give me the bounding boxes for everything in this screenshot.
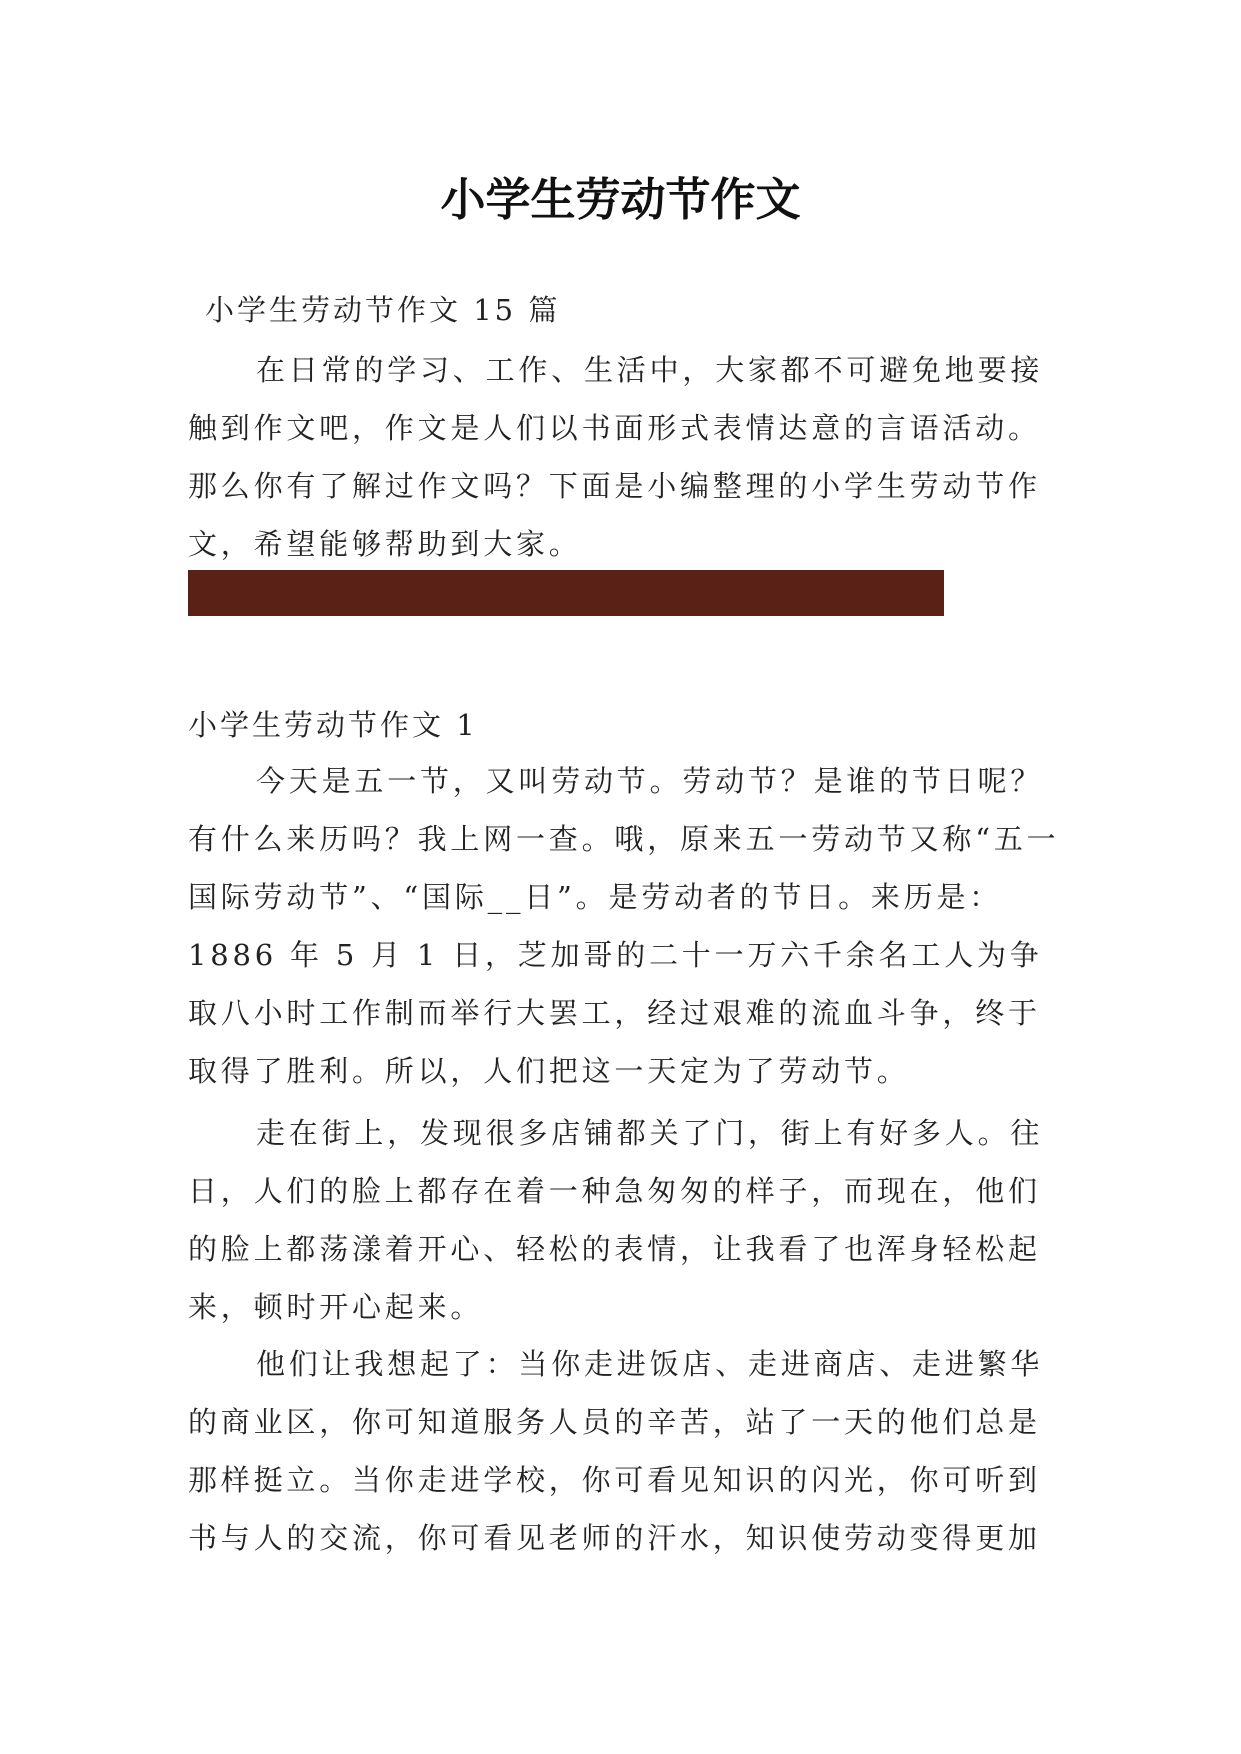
document-subtitle: 小学生劳动节作文 15 篇: [205, 293, 561, 327]
banner-bar: [188, 570, 944, 616]
page-title: 小学生劳动节作文: [440, 173, 801, 227]
intro-paragraph: 在日常的学习、工作、生活中，大家都不可避免地要接触到作文吧，作文是人们以书面形式表情达意的言语活动。那么你有了解过作文吗？下面是小编整理的小学生劳动节作文，希望能够帮助到大家。: [188, 353, 1044, 561]
section-heading: 小学生劳动节作文 1: [188, 708, 478, 742]
body-paragraph: 今天是五一节，又叫劳动节。劳动节？是谁的节日呢？有什么来历吗？我上网一查。哦，原来五一劳动节又称“五一国际劳动节”、“国际__日”。是劳动者的节日。来历是：1886 年 5 月 1 日，芝加哥的二十一万六千余名工人为争取八小时工作制而举行大罢工，经过艰难的流血斗争，终于取得了胜利。所以，人们把这一天定为了劳动节。: [188, 764, 1060, 1088]
body-paragraph: 走在街上，发现很多店铺都关了门，街上有好多人。往日，人们的脸上都存在着一种急匆匆的样子，而现在，他们的脸上都荡漾着开心、轻松的表情，让我看了也浑身轻松起来，顿时开心起来。: [188, 1116, 1044, 1324]
body-paragraph: 他们让我想起了：当你走进饭店、走进商店、走进繁华的商业区，你可知道服务人员的辛苦，站了一天的他们总是那样挺立。当你走进学校，你可看见知识的闪光，你可听到书与人的交流，你可看见老师的汗水，知识使劳动变得更加: [188, 1347, 1044, 1555]
